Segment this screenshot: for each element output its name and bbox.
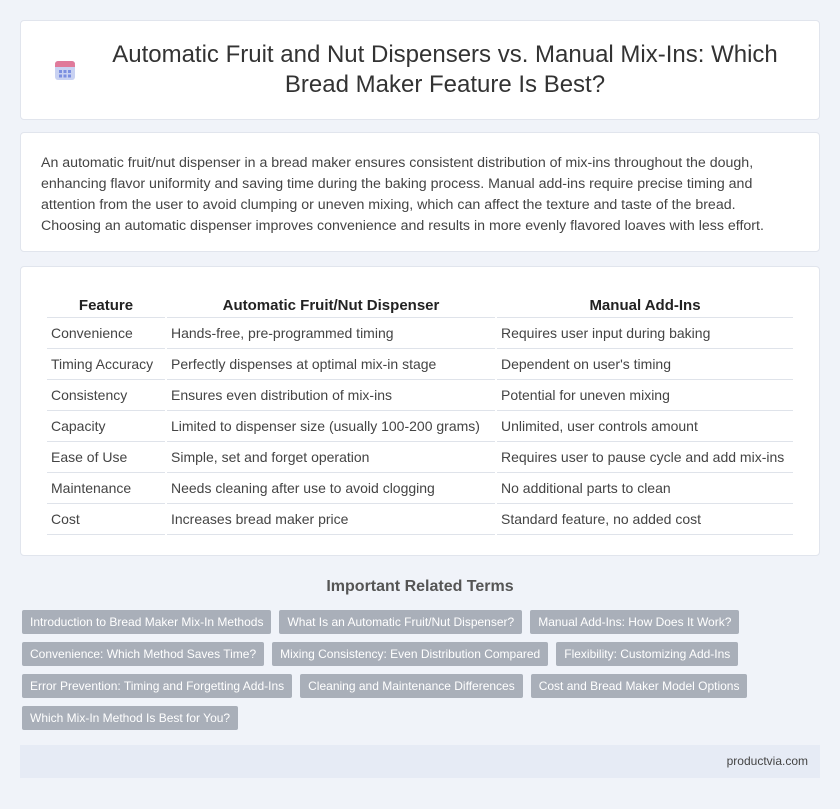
table-cell: Consistency [47,380,165,411]
page-title: Automatic Fruit and Nut Dispensers vs. Manual Mix-Ins: Which Bread Maker Feature Is Best? [112,41,778,98]
table-cell: Ease of Use [47,442,165,473]
table-cell: Standard feature, no added cost [497,504,793,535]
column-header-feature: Feature [47,295,165,318]
table-cell: Cost [47,504,165,535]
table-cell: Convenience [47,318,165,349]
related-tag[interactable]: Error Prevention: Timing and Forgetting Add-Ins [22,674,292,698]
related-terms-title: Important Related Terms [326,578,514,595]
table-cell: Potential for uneven mixing [497,380,793,411]
related-tag[interactable]: Introduction to Bread Maker Mix-In Methods [22,610,271,634]
related-tag[interactable]: Cost and Bread Maker Model Options [531,674,748,698]
comparison-table [45,295,795,535]
table-cell: Perfectly dispenses at optimal mix-in stage [167,349,495,380]
related-terms-tags [22,610,822,730]
table-cell: Hands-free, pre-programmed timing [167,318,495,349]
footer [20,745,820,778]
comparison-card [20,266,820,556]
table-row [47,442,793,473]
table-cell: Maintenance [47,473,165,504]
table-row [47,473,793,504]
footer-site-link[interactable]: productvia.com [726,754,808,768]
table-cell: Timing Accuracy [47,349,165,380]
intro-card [20,132,820,252]
table-cell: Increases bread maker price [167,504,495,535]
table-cell: Requires user input during baking [497,318,793,349]
table-cell: Simple, set and forget operation [167,442,495,473]
table-cell: Needs cleaning after use to avoid clogging [167,473,495,504]
related-tag[interactable]: Convenience: Which Method Saves Time? [22,642,264,666]
table-cell: Dependent on user's timing [497,349,793,380]
related-tag[interactable]: Manual Add-Ins: How Does It Work? [530,610,739,634]
table-row [47,411,793,442]
table-cell: Requires user to pause cycle and add mix-ins [497,442,793,473]
header-card [20,20,820,120]
table-cell: Unlimited, user controls amount [497,411,793,442]
table-cell: Limited to dispenser size (usually 100-200 grams) [167,411,495,442]
related-tag[interactable]: Mixing Consistency: Even Distribution Compared [272,642,548,666]
related-tag[interactable]: What Is an Automatic Fruit/Nut Dispenser? [279,610,522,634]
calendar-icon [51,56,79,84]
table-cell: Ensures even distribution of mix-ins [167,380,495,411]
table-cell: No additional parts to clean [497,473,793,504]
table-row [47,380,793,411]
related-tag[interactable]: Flexibility: Customizing Add-Ins [556,642,738,666]
related-tag[interactable]: Cleaning and Maintenance Differences [300,674,523,698]
table-header-row [47,295,793,318]
column-header-automatic: Automatic Fruit/Nut Dispenser [167,295,495,318]
related-tag[interactable]: Which Mix-In Method Is Best for You? [22,706,238,730]
intro-paragraph: An automatic fruit/nut dispenser in a bread maker ensures consistent distribution of mix-ins throughout the dough, enhancing flavor uniformity and saving time during the baking process. Manual add-ins require precise timing and attention from the user to avoid clumping or uneven mixing, which can affect the texture and taste of the bread. Choosing an automatic dispenser improves convenience and results in more evenly flavored loaves with less effort. [41,155,764,234]
table-cell: Capacity [47,411,165,442]
table-row [47,349,793,380]
table-row [47,318,793,349]
table-row [47,504,793,535]
column-header-manual: Manual Add-Ins [497,295,793,318]
